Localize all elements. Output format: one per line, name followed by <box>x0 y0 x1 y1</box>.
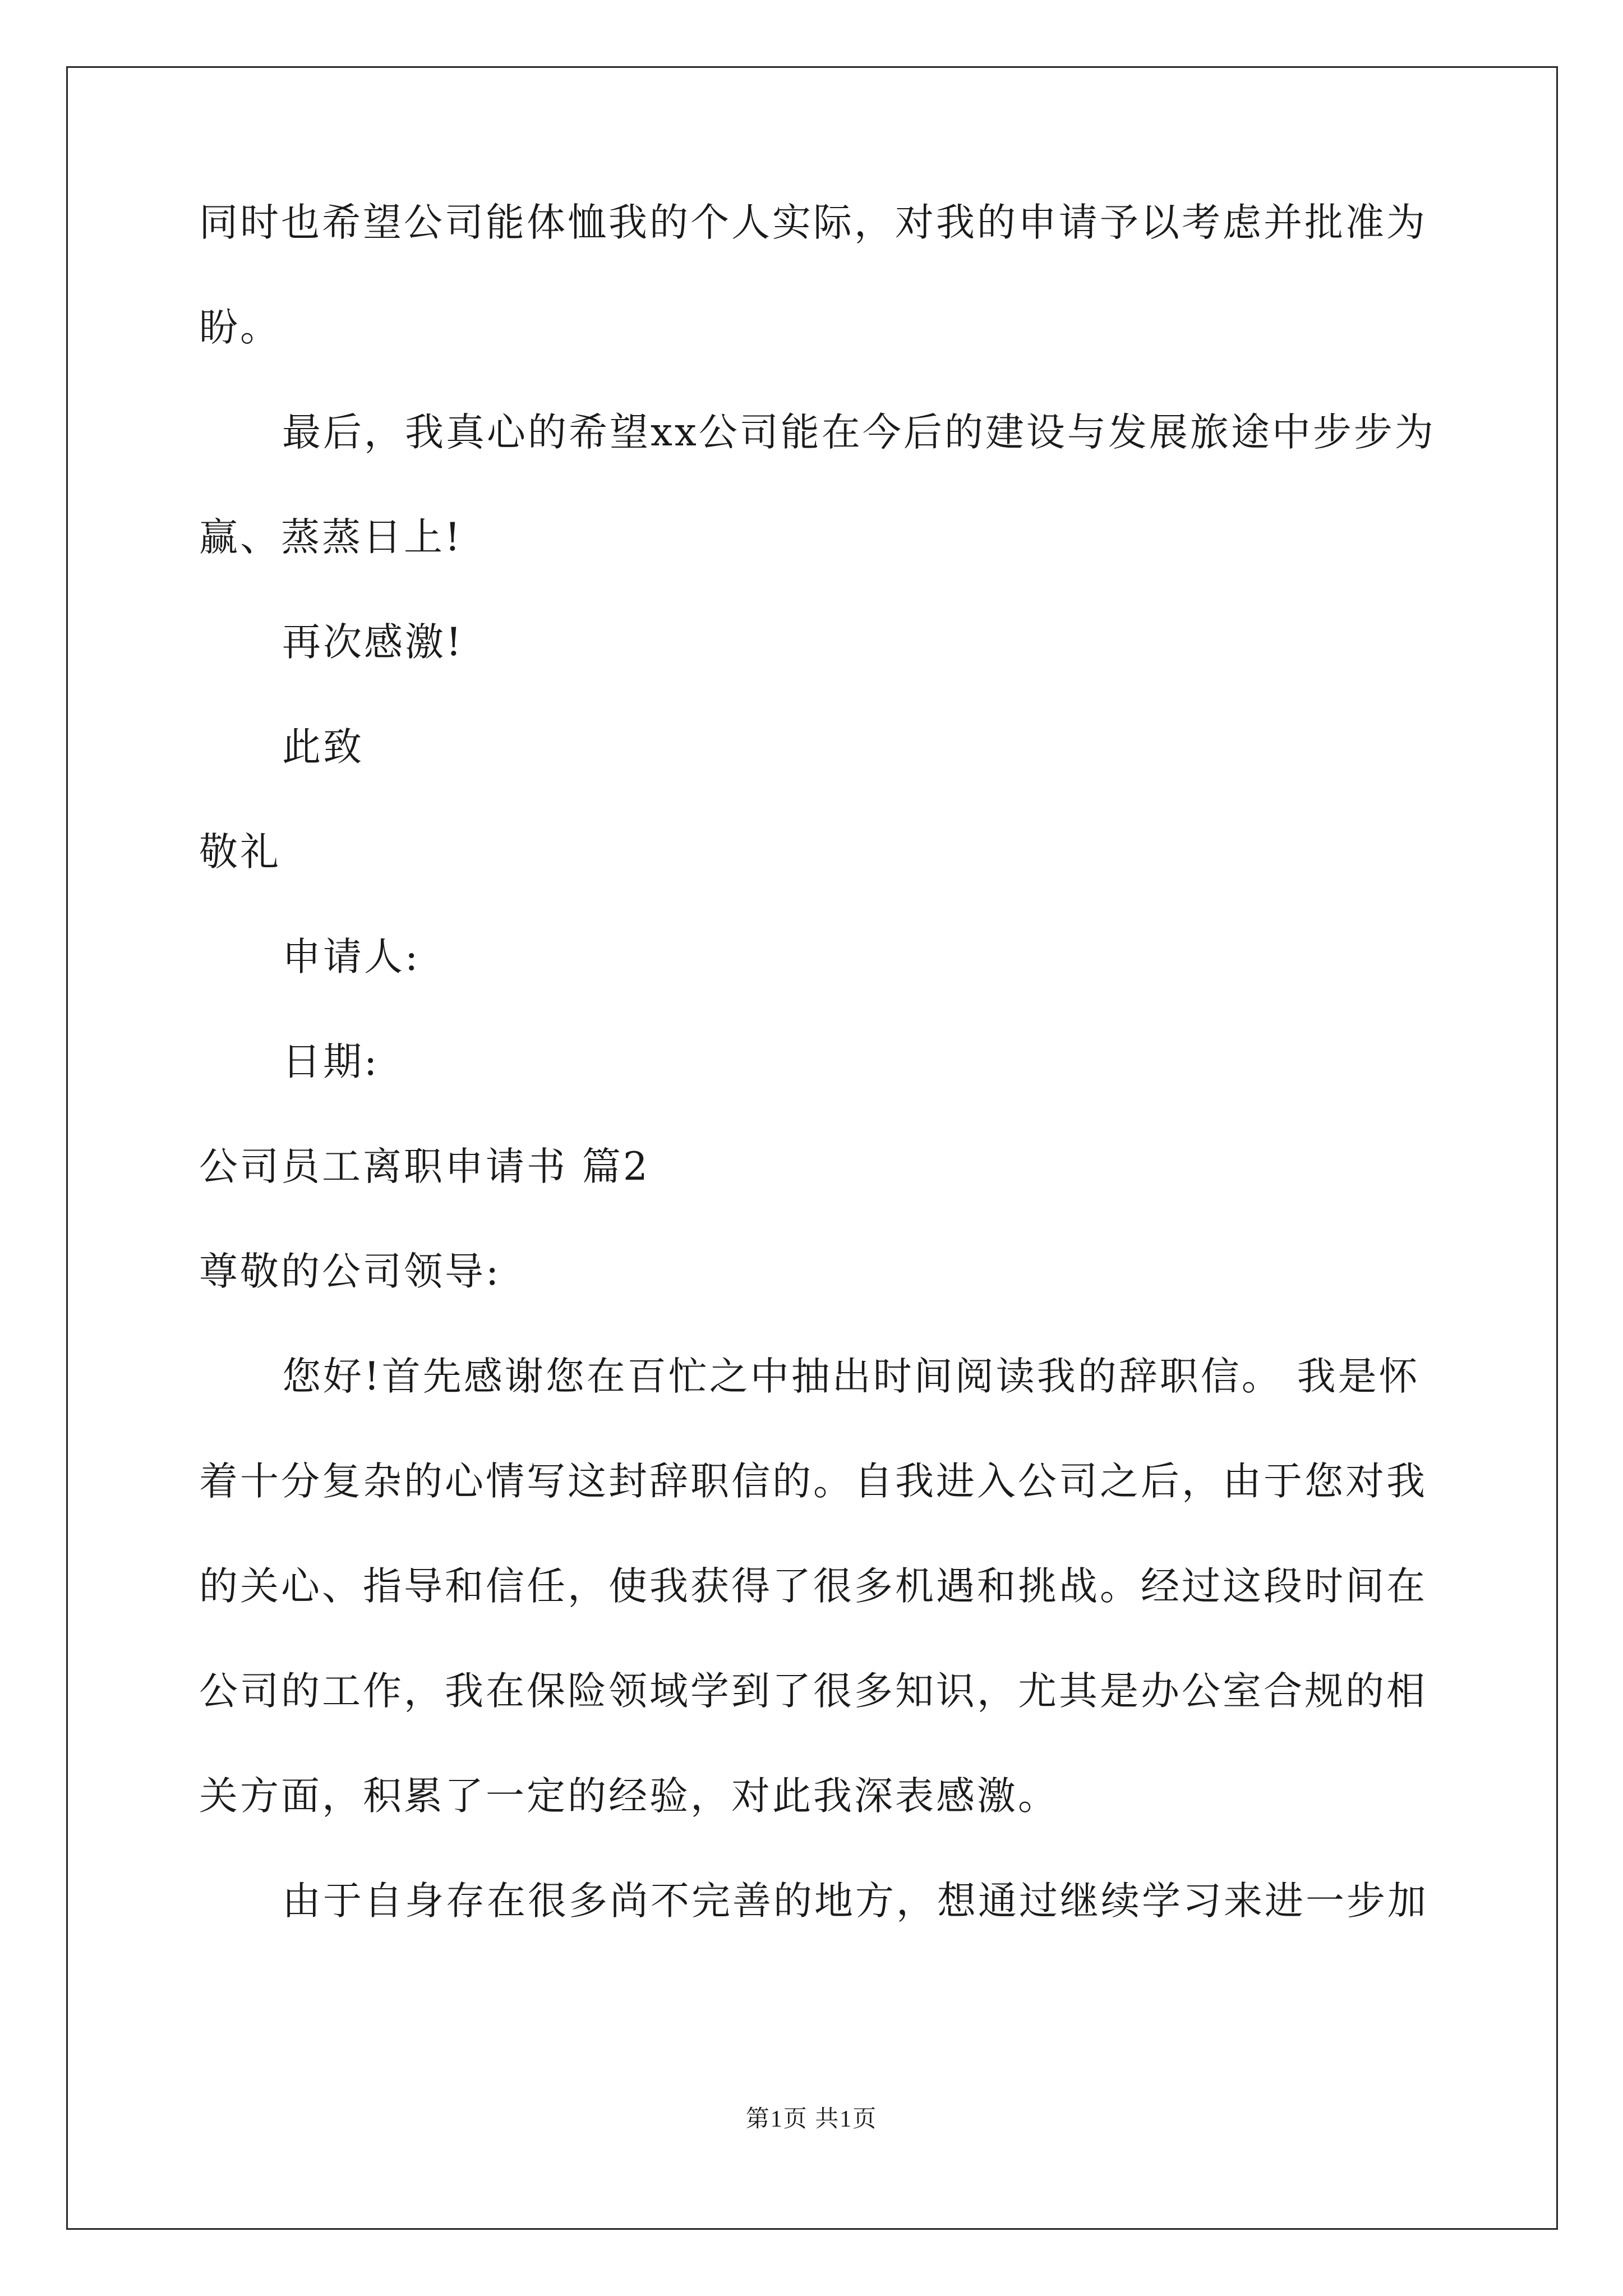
salutation-jingli: 敬礼 <box>199 830 281 875</box>
section-title: 公司员工离职申请书 篇2 <box>199 1144 650 1189</box>
page-footer: 第1页 共1页 <box>745 2106 878 2132</box>
paragraph-line: 公司的工作，我在保险领域学到了很多知识，尤其是办公室合规的相 <box>199 1669 1427 1714</box>
greeting: 尊敬的公司领导: <box>199 1249 501 1294</box>
date-label: 日期: <box>282 1039 380 1084</box>
paragraph-line: 着十分复杂的心情写这封辞职信的。自我进入公司之后，由于您对我 <box>199 1459 1427 1504</box>
paragraph-line: 的关心、指导和信任，使我获得了很多机遇和挑战。经过这段时间在 <box>199 1564 1427 1609</box>
paragraph-line: 盼。 <box>199 305 281 350</box>
closing-thanks: 再次感激! <box>282 620 464 665</box>
applicant-label: 申请人: <box>282 935 421 979</box>
paragraph-line: 最后，我真心的希望xx公司能在今后的建设与发展旅途中步步为 <box>282 410 1436 455</box>
paragraph-line: 由于自身存在很多尚不完善的地方，想通过继续学习来进一步加 <box>282 1879 1428 1924</box>
paragraph-line: 关方面，积累了一定的经验，对此我深表感激。 <box>199 1774 1059 1819</box>
paragraph-line: 赢、蒸蒸日上! <box>199 515 463 560</box>
paragraph-line: 同时也希望公司能体恤我的个人实际，对我的申请予以考虑并批准为 <box>199 200 1427 245</box>
salutation-cizhi: 此致 <box>282 725 364 770</box>
paragraph-line: 您好!首先感谢您在百忙之中抽出时间阅读我的辞职信。 我是怀 <box>282 1354 1420 1399</box>
